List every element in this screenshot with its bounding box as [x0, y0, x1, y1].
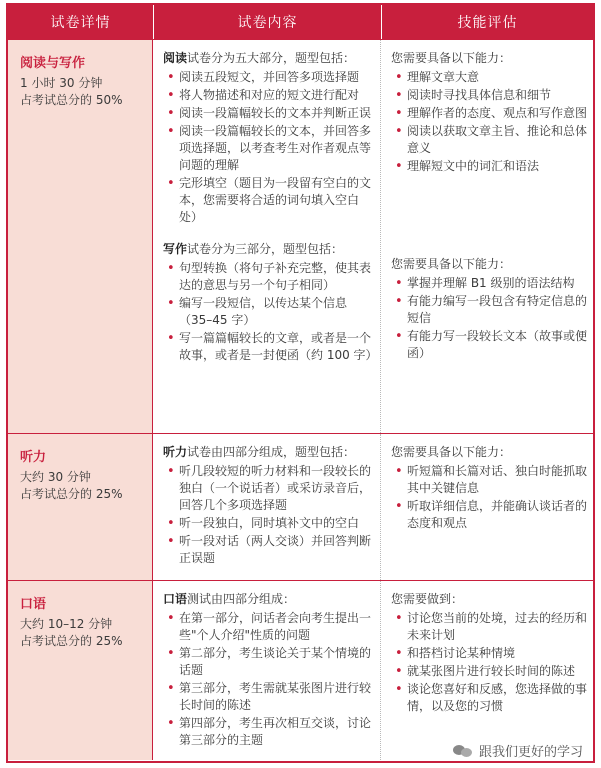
skills-list — [391, 610, 587, 715]
list-item: • 编写一段短信，以传达某个信息（35–45 字） — [163, 295, 374, 329]
section-intro: 阅读试卷分为五大部分，题型包括： — [163, 51, 356, 65]
list-item: • 听短篇和长篇对话、独白时能抓取其中关键信息 — [391, 463, 587, 497]
section-intro: 写作试卷分为三部分，题型包括： — [163, 242, 344, 256]
content-list — [163, 260, 378, 364]
list-item: • 写一篇篇幅较长的文章，或者是一个故事，或者是一封便函（约 100 字） — [163, 330, 374, 364]
list-item: • 掌握并理解 B1 级别的语法结构 — [391, 275, 587, 292]
row-content — [153, 40, 381, 433]
exam-table — [6, 3, 595, 763]
list-item: • 阅读以获取文章主旨、推论和总体意义 — [391, 123, 587, 157]
row-skills — [381, 40, 593, 433]
header-skills: 技能评估 — [381, 5, 593, 39]
score-share: 占考试总分的 50% — [20, 93, 123, 107]
list-item: • 阅读一段篇幅较长的文本，并回答多项选择题，以考查考生对作者观点等问题的理解 — [163, 123, 374, 174]
category-title: 口语 — [20, 597, 47, 612]
duration: 大约 10–12 分钟 — [20, 617, 113, 631]
score-share: 占考试总分的 25% — [20, 487, 123, 501]
list-item: • 阅读一段篇幅较长的文本并判断正误 — [163, 105, 374, 122]
list-item: • 在第一部分，问话者会向考生提出一些"个人介绍"性质的问题 — [163, 610, 374, 644]
list-item: • 第二部分，考生谈论关于某个情境的话题 — [163, 645, 374, 679]
section-intro: 口语测试由四部分组成： — [163, 592, 296, 606]
chat-bubble-icon — [453, 743, 473, 759]
skills-list — [391, 275, 587, 362]
list-item: • 有能力编写一段包含有特定信息的短信 — [391, 293, 587, 327]
list-item: • 听几段较短的听力材料和一段较长的独白（一个说话者）或采访录音后，回答几个多项选择题 — [163, 463, 374, 514]
list-item: • 有能力写一段较长文本（故事或便函） — [391, 328, 587, 362]
section-intro: 听力试卷由四部分组成，题型包括： — [163, 445, 356, 459]
category-title: 听力 — [20, 450, 47, 465]
header-paper-details: 试卷详情 — [50, 15, 111, 31]
table-row-speaking — [8, 580, 593, 760]
skills-intro: 您需要做到： — [391, 592, 464, 606]
content-list — [163, 463, 374, 567]
row-details — [8, 434, 153, 580]
content-list — [163, 69, 374, 226]
list-item: • 阅读五段短文，并回答多项选择题 — [163, 69, 374, 86]
row-content — [153, 434, 381, 580]
watermark-text: 跟我们更好的学习 — [478, 745, 583, 760]
table-header — [8, 5, 593, 39]
list-item: • 和搭档讨论某种情境 — [391, 645, 587, 662]
skills-intro: 您需要具备以下能力： — [391, 257, 512, 271]
table-row-listening — [8, 433, 593, 580]
row-skills — [381, 581, 593, 760]
list-item: • 讨论您当前的处境，过去的经历和未来计划 — [391, 610, 587, 644]
list-item: • 听取详细信息，并能确认谈话者的态度和观点 — [391, 498, 587, 532]
watermark — [453, 741, 583, 760]
skills-intro: 您需要具备以下能力： — [391, 51, 512, 65]
skills-list — [391, 69, 587, 175]
list-item: • 将人物描述和对应的短文进行配对 — [163, 87, 374, 104]
row-details — [8, 40, 153, 433]
row-skills — [381, 434, 593, 580]
duration: 1 小时 30 分钟 — [20, 76, 103, 90]
skills-intro: 您需要具备以下能力： — [391, 445, 512, 459]
row-content — [153, 581, 381, 760]
list-item: • 理解短文中的词汇和语法 — [391, 158, 587, 175]
row-details — [8, 581, 153, 760]
skills-list — [391, 463, 587, 532]
table-row-reading-writing — [8, 39, 593, 433]
duration: 大约 30 分钟 — [20, 470, 91, 484]
list-item: • 第四部分，考生再次相互交谈，讨论第三部分的主题 — [163, 715, 374, 749]
header-paper-content: 试卷内容 — [153, 5, 381, 39]
score-share: 占考试总分的 25% — [20, 634, 123, 648]
list-item: • 谈论您喜好和反感，您选择做的事情，以及您的习惯 — [391, 681, 587, 715]
content-list — [163, 610, 374, 749]
list-item: • 听一段独白，同时填补文中的空白 — [163, 515, 374, 532]
list-item: • 理解作者的态度、观点和写作意图 — [391, 105, 587, 122]
list-item: • 理解文章大意 — [391, 69, 587, 86]
list-item: • 第三部分，考生需就某张图片进行较长时间的陈述 — [163, 680, 374, 714]
list-item: • 就某张图片进行较长时间的陈述 — [391, 663, 587, 680]
list-item: • 句型转换（将句子补充完整，使其表达的意思与另一个句子相同） — [163, 260, 374, 294]
category-title: 阅读与写作 — [20, 56, 86, 71]
list-item: • 完形填空（题目为一段留有空白的文本，您需要将合适的词句填入空白处） — [163, 175, 374, 226]
list-item: • 听一段对话（两人交谈）并回答判断正误题 — [163, 533, 374, 567]
list-item: • 阅读时寻找具体信息和细节 — [391, 87, 587, 104]
